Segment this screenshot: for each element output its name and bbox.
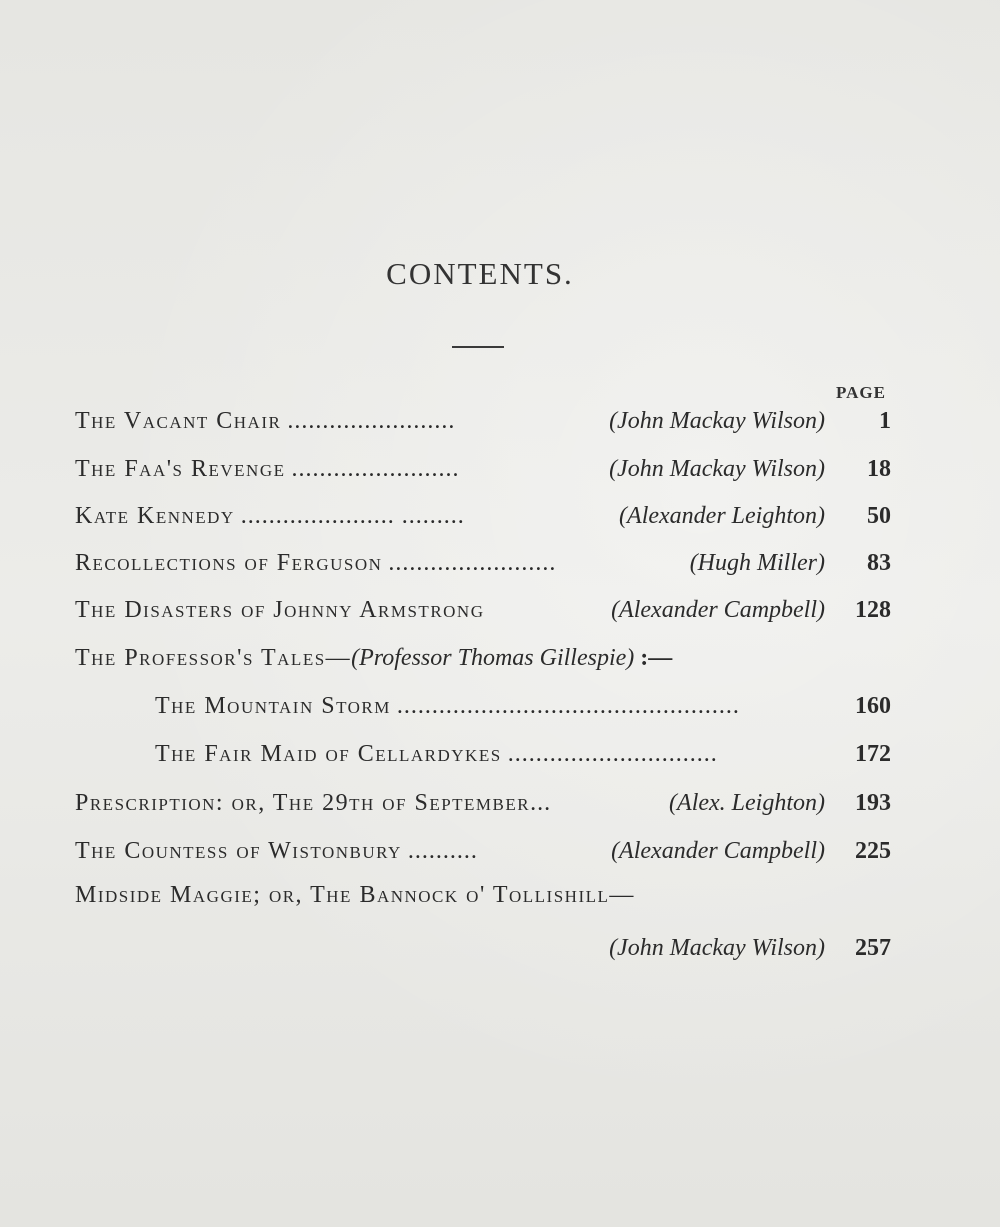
leader-dots: ........................ <box>388 550 557 576</box>
entry-author: (Alexander Campbell) <box>611 597 825 623</box>
entry-page: 83 <box>867 550 891 576</box>
toc-entry <box>75 641 895 675</box>
entry-title: The Professor's Tales— <box>75 645 352 671</box>
leader-dots: .......... <box>407 838 478 864</box>
leader-dots: .............................. <box>507 741 718 767</box>
entry-title: Prescription: or, The 29th of September <box>75 790 531 816</box>
entry-page: 257 <box>855 935 891 961</box>
entry-page: 18 <box>867 456 891 482</box>
leader-dots: ................................................. <box>396 693 740 719</box>
entry-page: 225 <box>855 838 891 864</box>
entry-author: (Hugh Miller) <box>689 550 825 576</box>
entry-title: The Countess of Wistonbury <box>75 838 402 864</box>
entry-author: (Professor Thomas Gillespie) <box>351 645 635 671</box>
entry-author: (Alexander Leighton) <box>619 503 825 529</box>
toc-entry <box>75 404 895 438</box>
entry-suffix: :— <box>634 645 673 671</box>
entry-author: (Alexander Campbell) <box>611 838 825 864</box>
leader-dots: ........................ <box>287 408 456 434</box>
entry-title: The Mountain Storm <box>155 693 391 719</box>
entry-title: The Vacant Chair <box>75 408 282 434</box>
entry-title: Recollections of Ferguson <box>75 550 383 576</box>
title-divider <box>452 346 504 348</box>
toc-subentry <box>75 737 895 771</box>
entry-page: 50 <box>867 503 891 529</box>
entry-page: 1 <box>879 408 891 434</box>
toc-entry <box>75 593 895 627</box>
toc-entry <box>75 546 895 580</box>
entry-title: The Faa's Revenge <box>75 456 286 482</box>
entry-page: 128 <box>855 597 891 623</box>
page-title <box>0 256 1000 292</box>
leader-dots: ... <box>530 790 552 816</box>
toc-entry <box>75 786 895 820</box>
entry-page: 160 <box>855 693 891 719</box>
entry-title: Kate Kennedy <box>75 503 235 529</box>
toc-entry <box>75 452 895 486</box>
entry-author: (John Mackay Wilson) <box>609 408 825 434</box>
entry-title: The Disasters of Johnny Armstrong <box>75 597 485 623</box>
toc-entry <box>75 499 895 533</box>
leader-dots: ...................... ......... <box>240 503 465 529</box>
contents-heading: CONTENTS. <box>386 256 574 291</box>
entry-page: 193 <box>855 790 891 816</box>
entry-author: (John Mackay Wilson) <box>609 935 825 961</box>
entry-title: Midside Maggie; or, The Bannock o' Tollishill— <box>75 882 635 908</box>
entry-author: (Alex. Leighton) <box>669 790 825 816</box>
leader-dots: ........................ <box>291 456 460 482</box>
toc-entry <box>75 834 895 868</box>
entry-title: The Fair Maid of Cellardykes <box>155 741 502 767</box>
toc-entry <box>75 878 895 912</box>
toc-entry-continuation <box>75 931 895 965</box>
page-column-label: PAGE <box>836 383 886 402</box>
entry-author: (John Mackay Wilson) <box>609 456 825 482</box>
entry-page: 172 <box>855 741 891 767</box>
toc-subentry <box>75 689 895 723</box>
